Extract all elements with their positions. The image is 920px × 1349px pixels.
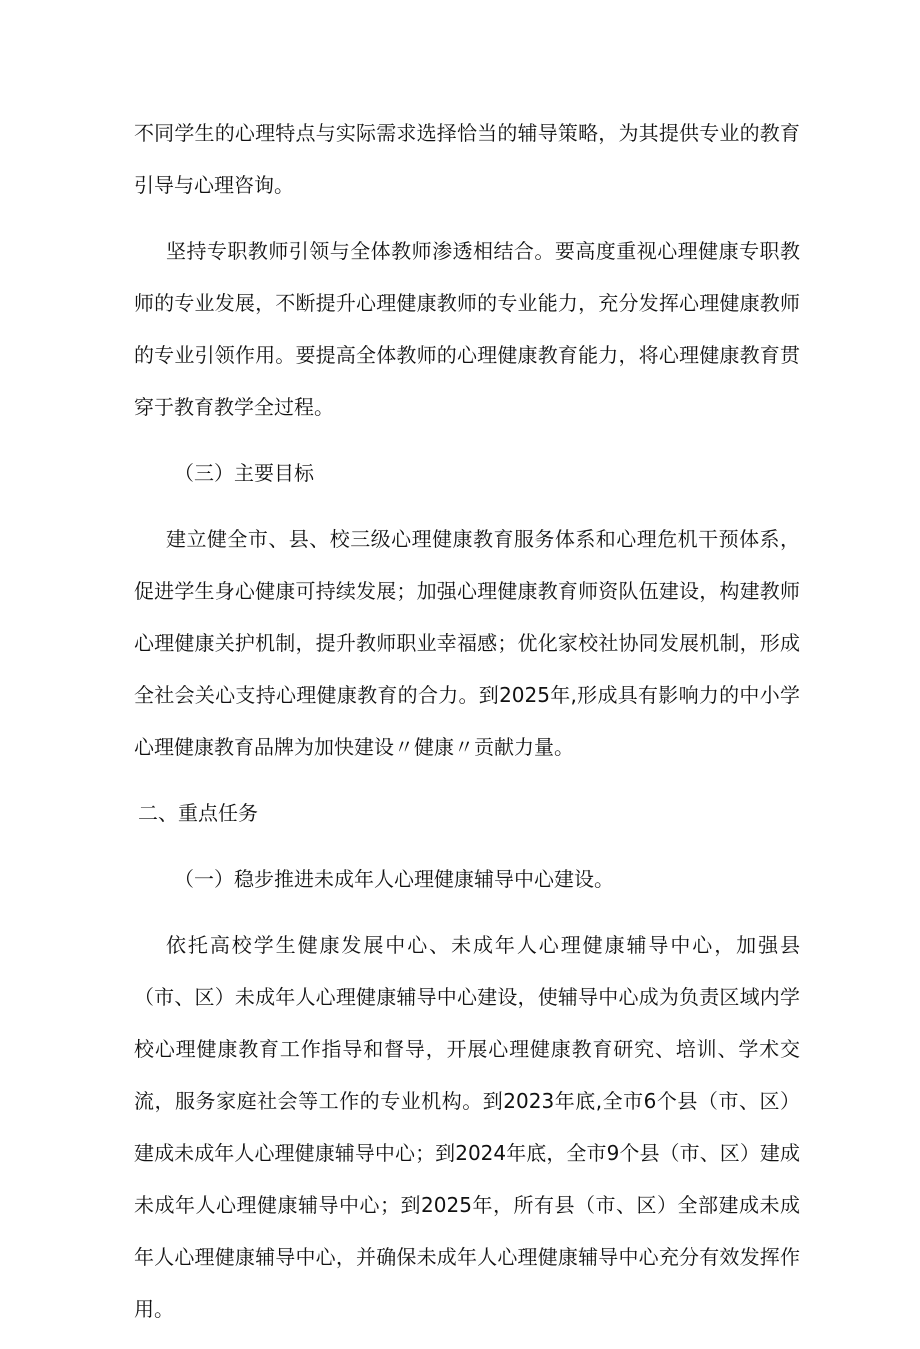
document-page — [134, 107, 800, 1349]
heading-task-one: （一）稳步推进未成年人心理健康辅导中心建设。 — [174, 867, 614, 891]
heading-main-goals: （三）主要目标 — [174, 461, 314, 485]
paragraph-teacher-principle: 坚持专职教师引领与全体教师渗透相结合。要高度重视心理健康专职教师的专业发展，不断提升心理健康教师的专业能力，充分发挥心理健康教师的专业引领作用。要提高全体教师的心理健康教育能力，将心理健康教育贯穿于教育教学全过程。 — [134, 239, 800, 419]
paragraph-main-goals: 建立健全市、县、校三级心理健康教育服务体系和心理危机干预体系，促进学生身心健康可持续发展；加强心理健康教育师资队伍建设，构建教师心理健康关护机制，提升教师职业幸福感；优化家校社协同发展机制，形成全社会关心支持心理健康教育的合力。到2025年,形成具有影响力的中小学心理健康教育品牌为加快建设〃健康〃贡献力量。 — [134, 527, 800, 759]
heading-key-tasks: 二、重点任务 — [138, 801, 258, 825]
paragraph-continued: 不同学生的心理特点与实际需求选择恰当的辅导策略，为其提供专业的教育引导与心理咨询。 — [134, 121, 800, 197]
paragraph-task-one: 依托高校学生健康发展中心、未成年人心理健康辅导中心，加强县（市、区）未成年人心理健康辅导中心建设，使辅导中心成为负责区域内学校心理健康教育工作指导和督导，开展心理健康教育研究、培训、学术交流，服务家庭社会等工作的专业机构。到2023年底,全市6个县（市、区）建成未成年人心理健康辅导中心；到2024年底，全市9个县（市、区）建成未成年人心理健康辅导中心；到2025年，所有县（市、区）全部建成未成年人心理健康辅导中心，并确保未成年人心理健康辅导中心充分有效发挥作用。 — [134, 933, 800, 1321]
